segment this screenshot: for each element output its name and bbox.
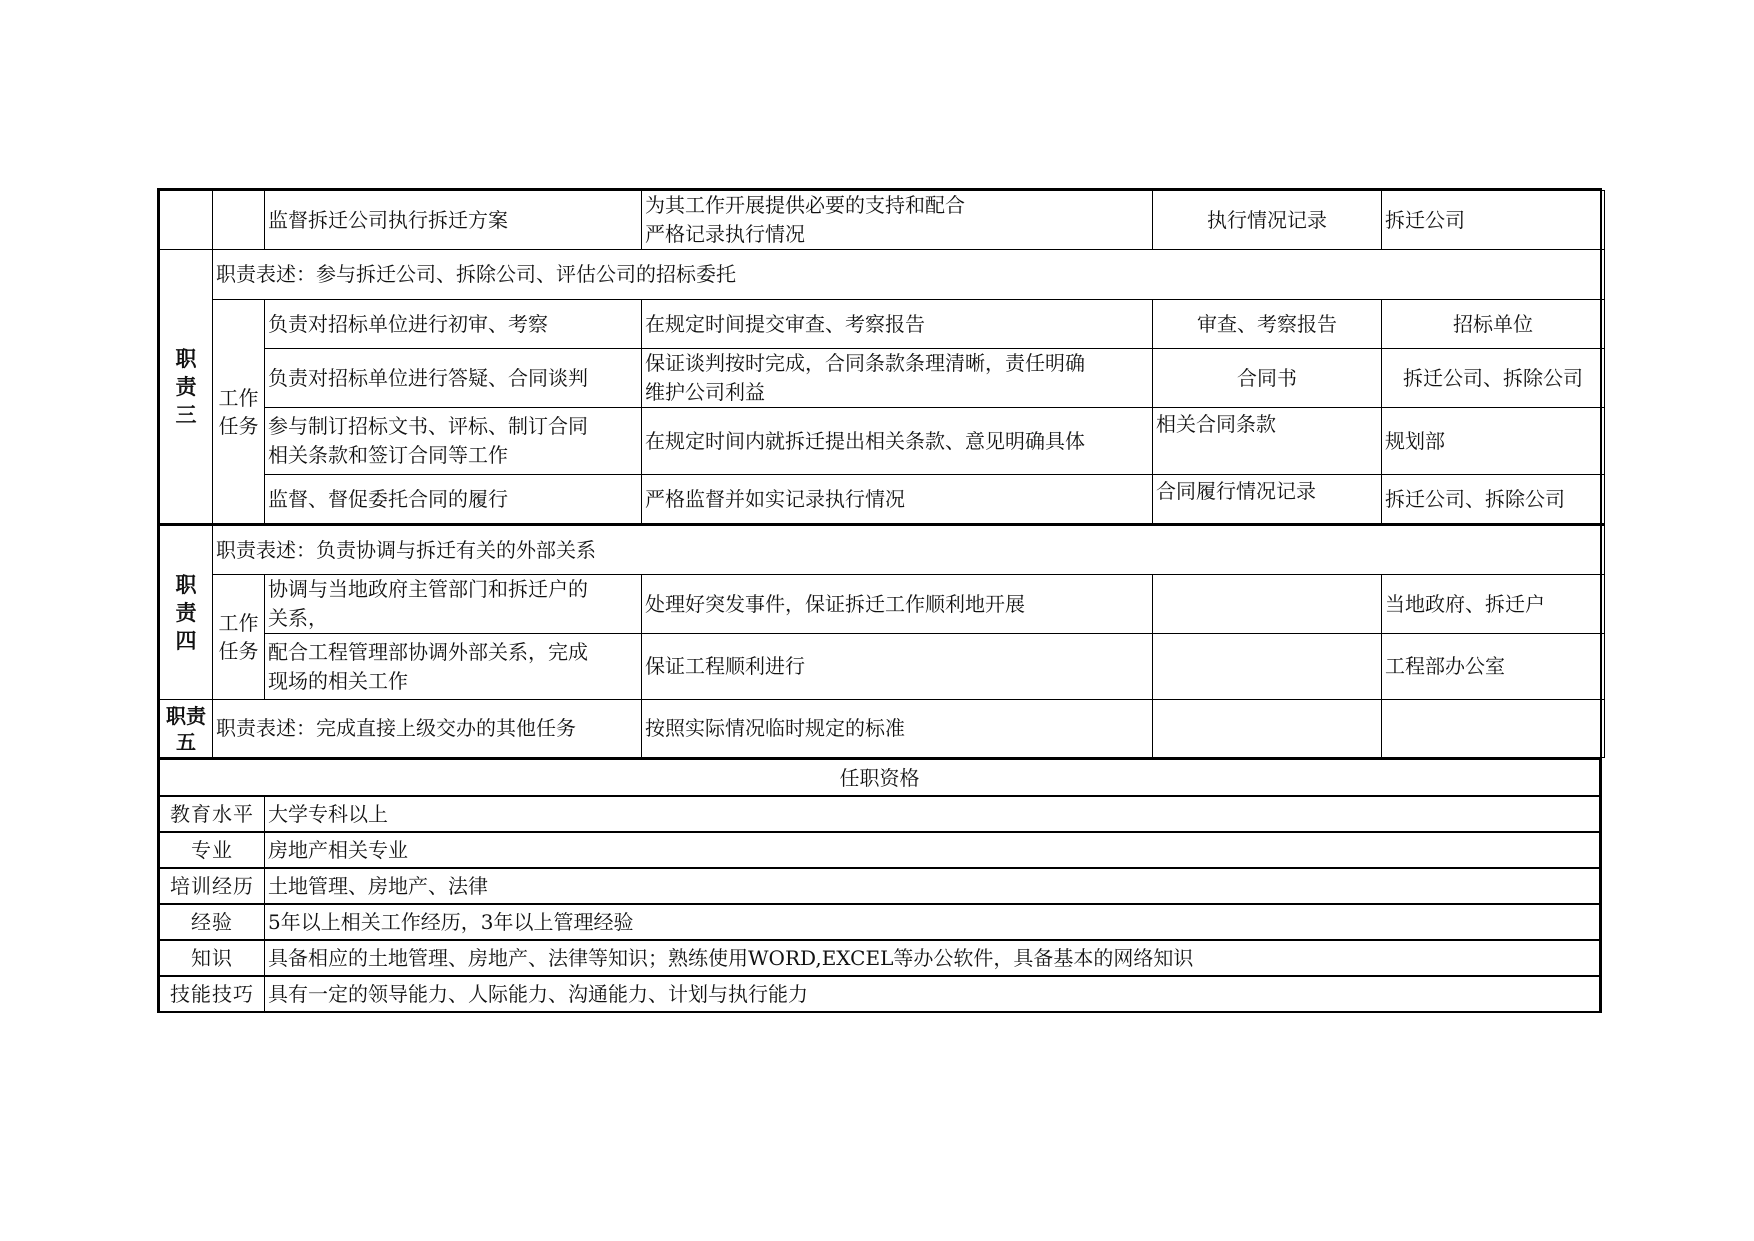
standard-cell [642, 191, 1153, 250]
duty4-description: 职责表述：负责协调与拆迁有关的外部关系 [213, 525, 1605, 575]
task-line: 关系， [268, 606, 328, 630]
duty5-row [160, 700, 1605, 758]
task-cell: 负责对招标单位进行初审、考察 [265, 300, 642, 349]
duty4-task-label: 工作 任务 [213, 575, 265, 700]
task-cell [265, 634, 642, 700]
qualifications-table [159, 758, 1600, 1011]
empty-cell [213, 191, 265, 250]
qualification-label: 知识 [160, 940, 265, 976]
qualification-row [160, 940, 1600, 976]
party-cell: 拆迁公司、拆除公司 [1382, 475, 1605, 525]
output-cell [1153, 634, 1382, 700]
qualification-label: 培训经历 [160, 868, 265, 904]
party-cell: 工程部办公室 [1382, 634, 1605, 700]
party-cell: 招标单位 [1382, 300, 1605, 349]
task-cell: 监督拆迁公司执行拆迁方案 [265, 191, 642, 250]
output-cell: 审查、考察报告 [1153, 300, 1382, 349]
party-cell [1382, 700, 1605, 758]
qualifications-title-row [160, 759, 1600, 796]
standard-line: 保证谈判按时完成，合同条款条理清晰，责任明确 [645, 351, 1085, 375]
standard-cell: 保证工程顺利进行 [642, 634, 1153, 700]
qualification-value: 具有一定的领导能力、人际能力、沟通能力、计划与执行能力 [265, 976, 1600, 1011]
continuation-row [160, 191, 1605, 250]
party-cell: 拆迁公司、拆除公司 [1382, 349, 1605, 408]
empty-cell [160, 191, 213, 250]
standard-cell: 按照实际情况临时规定的标准 [642, 700, 1153, 758]
standard-cell [642, 349, 1153, 408]
output-cell: 相关合同条款 [1153, 408, 1382, 475]
task-line: 协调与当地政府主管部门和拆迁户的 [268, 577, 588, 601]
job-description-sheet [157, 188, 1602, 1013]
output-cell [1153, 700, 1382, 758]
task-cell [265, 408, 642, 475]
qualification-value: 土地管理、房地产、法律 [265, 868, 1600, 904]
duty3-label: 职 责 三 [160, 250, 213, 525]
qualification-row [160, 976, 1600, 1011]
qualification-label: 专业 [160, 832, 265, 868]
qualification-value: 5年以上相关工作经历，3年以上管理经验 [265, 904, 1600, 940]
qualification-value: 具备相应的土地管理、房地产、法律等知识；熟练使用WORD,EXCEL等办公软件，具备基本的网络知识 [265, 940, 1600, 976]
task-line: 现场的相关工作 [268, 668, 408, 693]
qualification-label: 技能技巧 [160, 976, 265, 1011]
duty3-task-label: 工作 任务 [213, 300, 265, 525]
party-cell: 当地政府、拆迁户 [1382, 575, 1605, 634]
standard-line: 严格记录执行情况 [645, 222, 805, 246]
task-cell: 负责对招标单位进行答疑、合同谈判 [265, 349, 642, 408]
qualification-row [160, 832, 1600, 868]
standard-cell: 在规定时间提交审查、考察报告 [642, 300, 1153, 349]
duty3-task-row [160, 475, 1605, 525]
duty3-desc-row [160, 250, 1605, 300]
task-line: 相关条款和签订合同等工作 [268, 443, 508, 467]
duty3-task-row [160, 349, 1605, 408]
qualification-row [160, 868, 1600, 904]
output-cell: 合同履行情况记录 [1153, 475, 1382, 525]
standard-line: 为其工作开展提供必要的支持和配合 [645, 193, 965, 217]
party-cell: 拆迁公司 [1382, 191, 1605, 250]
standard-cell: 处理好突发事件，保证拆迁工作顺利地开展 [642, 575, 1153, 634]
duty3-task-row [160, 300, 1605, 349]
qualification-row [160, 904, 1600, 940]
output-cell: 执行情况记录 [1153, 191, 1382, 250]
output-cell: 合同书 [1153, 349, 1382, 408]
duty3-task-row [160, 408, 1605, 475]
standard-cell: 严格监督并如实记录执行情况 [642, 475, 1153, 525]
standard-cell: 在规定时间内就拆迁提出相关条款、意见明确具体 [642, 408, 1153, 475]
duties-table [159, 190, 1605, 758]
duty4-label: 职 责 四 [160, 525, 213, 700]
task-line: 配合工程管理部协调外部关系，完成 [268, 639, 588, 664]
task-cell [265, 575, 642, 634]
duty4-task-row [160, 575, 1605, 634]
qualification-row [160, 796, 1600, 832]
qualification-label: 经验 [160, 904, 265, 940]
duty4-task-row [160, 634, 1605, 700]
standard-line: 维护公司利益 [645, 380, 765, 404]
duty5-description: 职责表述：完成直接上级交办的其他任务 [213, 700, 642, 758]
duty3-description: 职责表述：参与拆迁公司、拆除公司、评估公司的招标委托 [213, 250, 1605, 300]
qualification-value: 大学专科以上 [265, 796, 1600, 832]
output-cell [1153, 575, 1382, 634]
duty4-desc-row [160, 525, 1605, 575]
task-cell: 监督、督促委托合同的履行 [265, 475, 642, 525]
duty5-label: 职责 五 [160, 700, 213, 758]
qualification-value: 房地产相关专业 [265, 832, 1600, 868]
qualifications-title: 任职资格 [160, 759, 1600, 796]
task-line: 参与制订招标文书、评标、制订合同 [268, 414, 588, 438]
party-cell: 规划部 [1382, 408, 1605, 475]
qualification-label: 教育水平 [160, 796, 265, 832]
